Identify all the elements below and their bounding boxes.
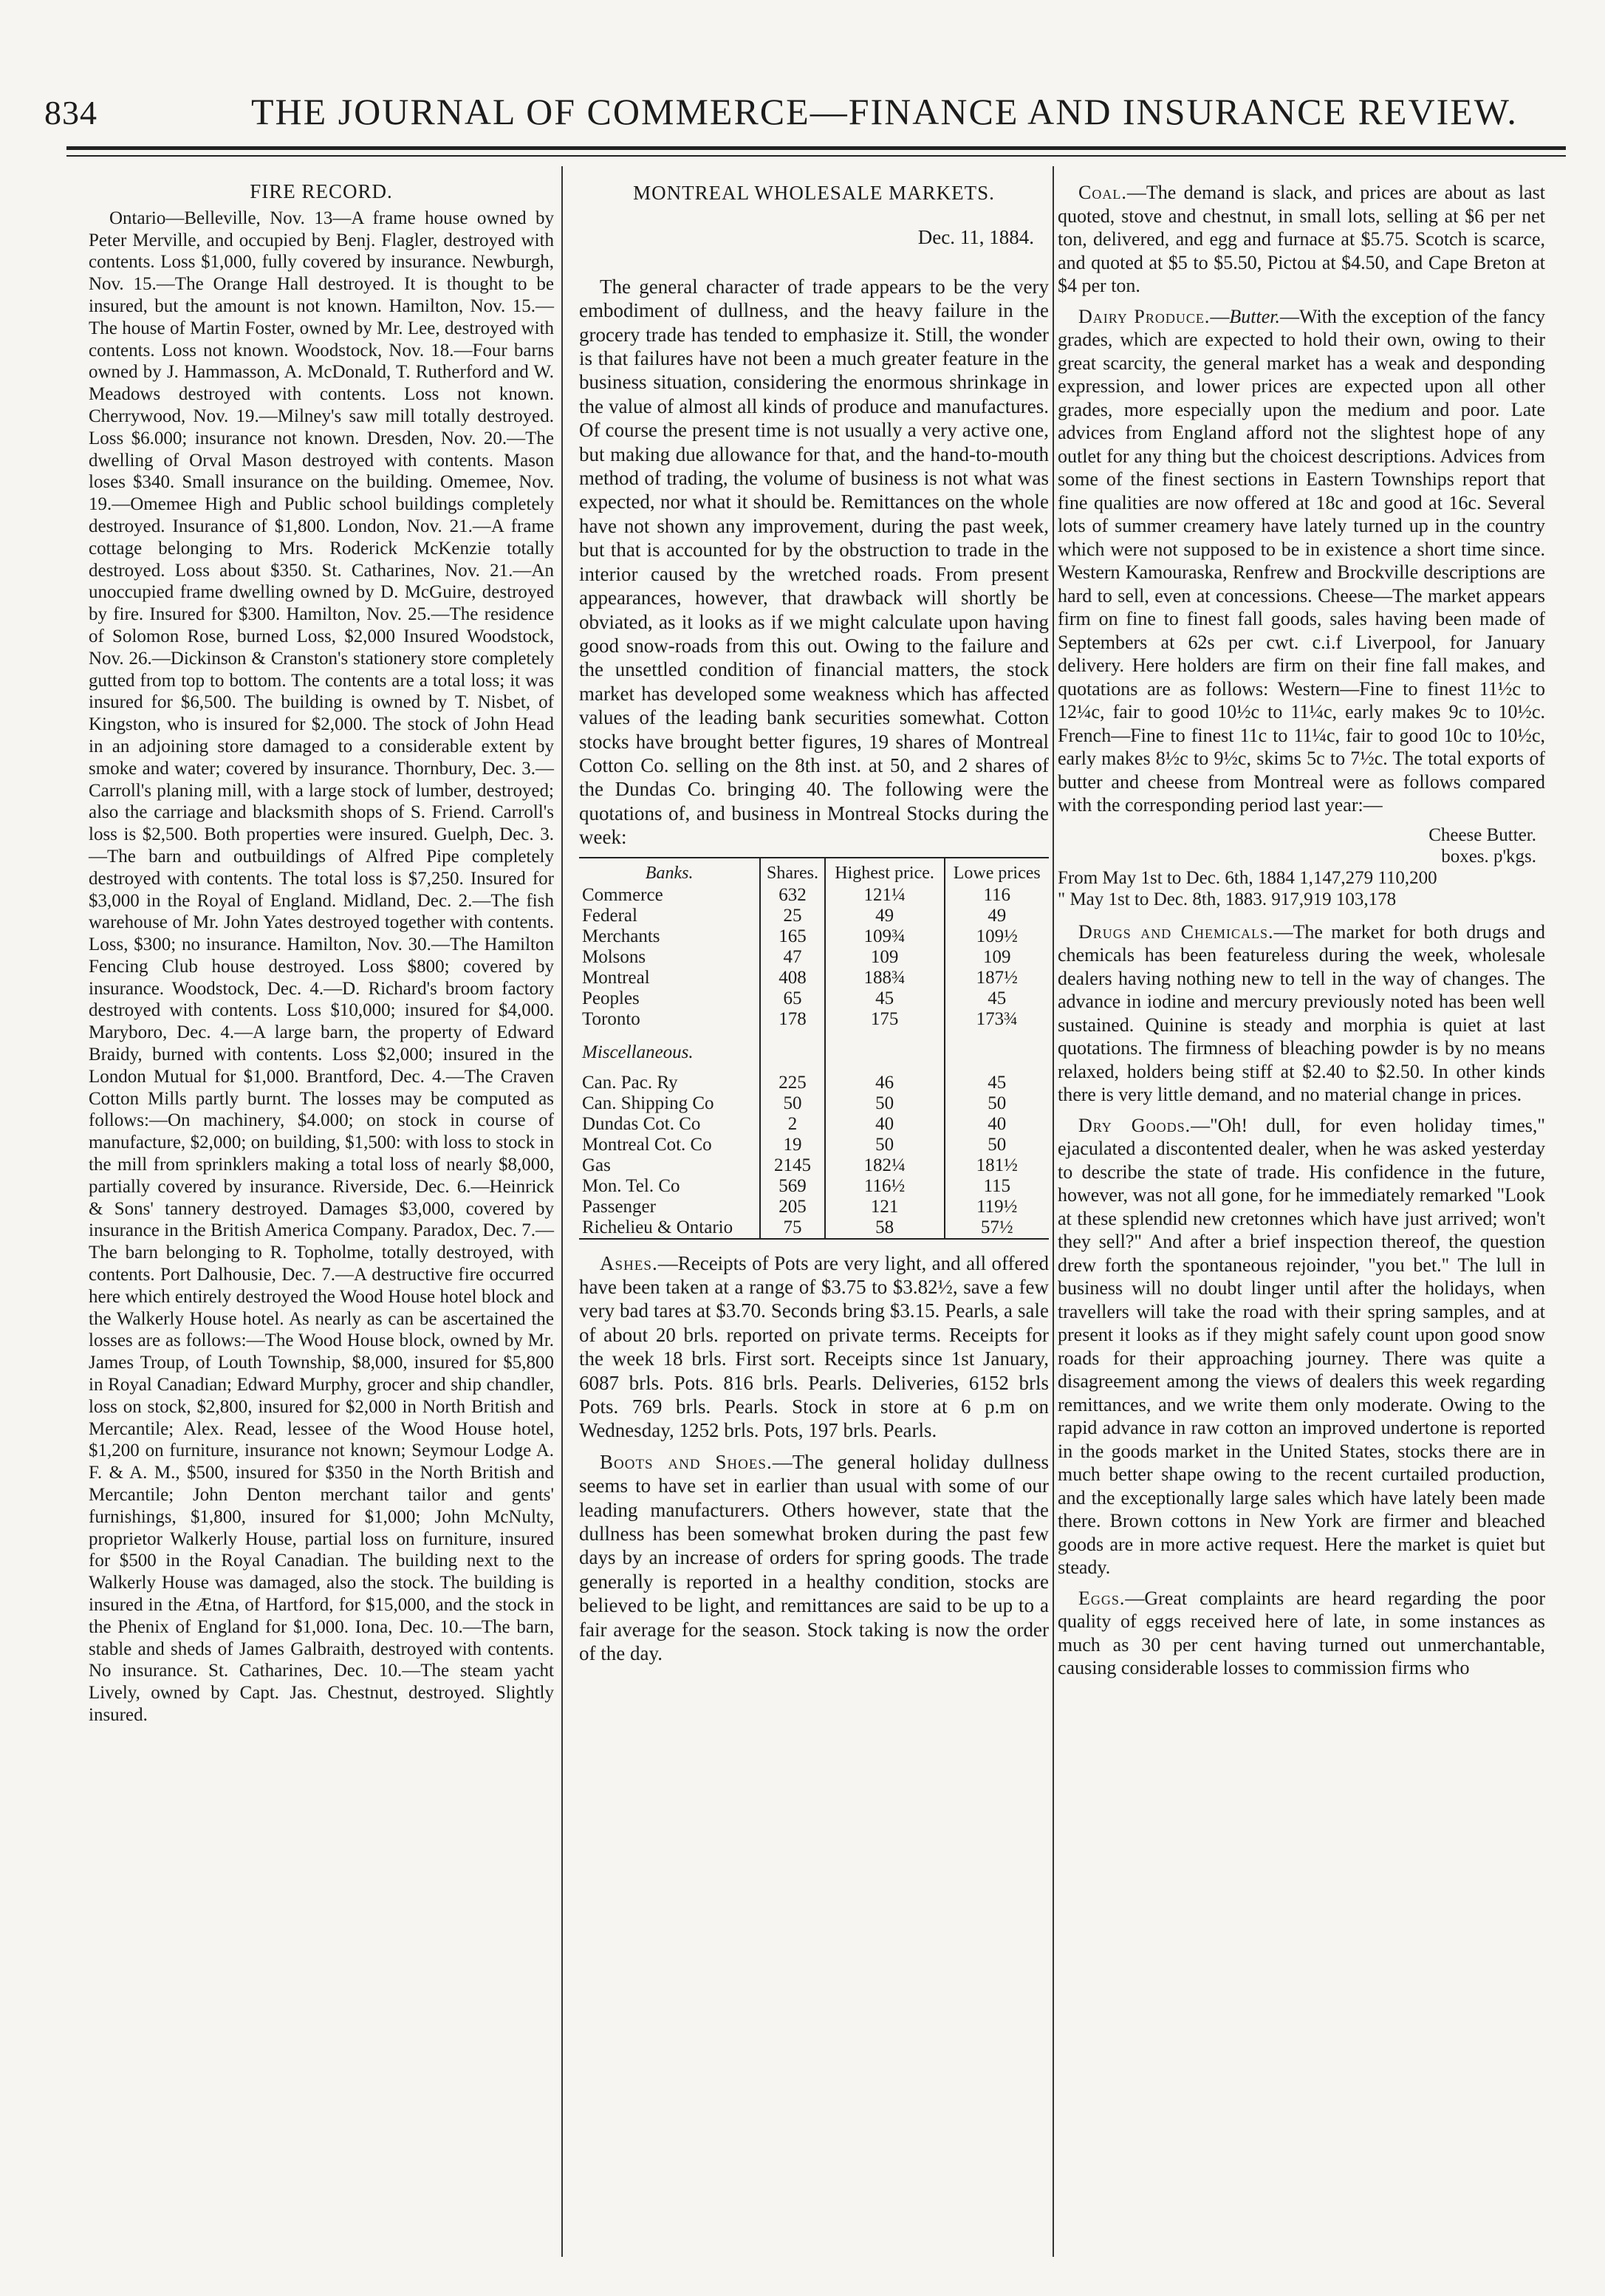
shares-cell: 47 — [760, 947, 824, 968]
page-number: 834 — [44, 94, 97, 131]
stock-quotations-table — [579, 857, 1049, 1240]
boots-label: Boots and Shoes. — [600, 1450, 773, 1473]
highest-price-cell: 116½ — [825, 1176, 945, 1197]
eggs-text: —Great complaints are heard regarding the poor quality of eggs received here of late, in some instances as much as 30 per cent having turned out unmerchantable, causing considerable losses to commission firms who — [1058, 1587, 1545, 1678]
stock-table-row — [579, 885, 1049, 906]
stock-table-row — [579, 1217, 1049, 1239]
shares-cell: 2145 — [760, 1155, 824, 1176]
eggs-paragraph — [1058, 1587, 1545, 1680]
stock-name-cell: Molsons — [582, 946, 646, 967]
stock-name-cell: Richelieu & Ontario — [582, 1217, 733, 1237]
stock-name-cell: Montreal — [582, 967, 650, 988]
coal-text: —The demand is slack, and prices are about as last quoted, stove and chestnut, in small lots, selling at $6 per net ton, delivered, and egg and furnace at $5.75. Scotch is scarce, and quoted at $5 to $5.50, Pictou at $4.50, and Cape Breton at $4 per ton. — [1058, 182, 1545, 296]
lowest-price-cell: 50 — [945, 1093, 1050, 1114]
shares-cell: 632 — [760, 885, 824, 906]
misc-rows — [579, 1073, 1049, 1239]
page-header — [30, 87, 1566, 131]
stock-name-cell: Commerce — [582, 884, 663, 905]
column-divider-left — [561, 166, 563, 2257]
highest-price-cell: 50 — [825, 1135, 945, 1155]
boots-text: —The general holiday dullness seems to have set in earlier than usual with some of our leading manufacturers. Others however, state that the dullness has been somewhat broken during the past few days by an increase of orders for spring goods. The trade generally is reported in a healthy condition, stocks are believed to be light, and remittances are said to be up to a fair average for the season. Stock taking is now the order of the day. — [579, 1450, 1049, 1665]
stock-table-row — [579, 1114, 1049, 1135]
stock-table-row — [579, 1073, 1049, 1093]
banks-header: Banks. — [645, 863, 694, 883]
stock-name-cell: Peoples — [582, 988, 640, 1008]
stock-name-cell: Gas — [582, 1155, 611, 1175]
highest-price-cell: 46 — [825, 1073, 945, 1093]
shares-cell: 569 — [760, 1176, 824, 1197]
stock-table-row — [579, 988, 1049, 1009]
highest-price-cell: 45 — [825, 988, 945, 1009]
shares-cell: 25 — [760, 906, 824, 926]
stock-name-cell: Montreal Cot. Co — [582, 1134, 712, 1155]
stock-name-cell: Mon. Tel. Co — [582, 1175, 680, 1196]
coal-paragraph — [1058, 181, 1545, 298]
markets-heading: MONTREAL WHOLESALE MARKETS. — [633, 182, 995, 204]
highest-price-cell: 58 — [825, 1217, 945, 1239]
misc-section — [579, 1030, 1049, 1073]
lowest-price-cell: 50 — [945, 1135, 1050, 1155]
highest-price-cell: 121 — [825, 1197, 945, 1217]
shares-header: Shares. — [760, 858, 824, 885]
highest-price-cell: 40 — [825, 1114, 945, 1135]
journal-title: THE JOURNAL OF COMMERCE—FINANCE AND INSURANCE REVIEW. — [251, 91, 1518, 132]
lowest-price-cell: 119½ — [945, 1197, 1050, 1217]
stock-name-cell: Can. Shipping Co — [582, 1093, 714, 1113]
highest-price-cell: 50 — [825, 1093, 945, 1114]
stock-name-cell: Passenger — [582, 1196, 656, 1217]
fire-record-column — [89, 181, 554, 1734]
lowest-price-header: Lowe prices — [945, 858, 1050, 885]
lowest-price-cell: 115 — [945, 1176, 1050, 1197]
commodities-column — [1058, 181, 1545, 1687]
ashes-label: Ashes. — [600, 1251, 658, 1274]
stock-table-row — [579, 947, 1049, 968]
shares-cell: 178 — [760, 1009, 824, 1030]
lowest-price-cell: 49 — [945, 906, 1050, 926]
lowest-price-cell: 109½ — [945, 926, 1050, 947]
dairy-label: Dairy Produce. — [1078, 305, 1211, 327]
highest-price-header: Highest price. — [825, 858, 945, 885]
butter-label: Butter. — [1229, 305, 1280, 327]
exports-col-heads: Cheese Butter. — [1428, 824, 1536, 845]
column-divider-right — [1053, 166, 1054, 2257]
stock-name-cell: Federal — [582, 905, 637, 926]
stock-table-row — [579, 1197, 1049, 1217]
dairy-paragraph: Dairy Produce.—Butter.—With the exception of the fancy grades, which are expected to hold their own, owing to their great scarcity, the general market has a weak and desponding expression, and lower prices are expected upon all other grades, more especially upon the medium and poor. Late advices from England afford not the slightest hope of any outlet for any thing but the choicest descriptions. Advices from some of the finest sections in Eastern Townships report that fine qualities are now offered at 18c and good at 16c. Several lots of summer creamery have lately turned up in the country which were not supposed to be in existence a short time since. Western Kamouraska, Renfrew and Brockville descriptions are hard to sell, even at concessions. Cheese—The market appears firm on fine to finest fall goods, sales having been made of Septembers at 62s per cwt. c.i.f Liverpool, for January delivery. Here holders are firm on their fine fall makes, and quotations are as follows: Western—Fine to finest 11½c to 12¼c, fair to good 10½c to 11¼c, early makes 9c to 10½c. French—Fine to finest 11c to 11¼c, fair to good 10c to 10½c, early makes 8½c to 9½c, skims 5c to 7½c. The total exports of butter and cheese from Montreal were as follows compared with the corresponding period last year:— — [1058, 305, 1546, 816]
stock-table-row — [579, 926, 1049, 947]
shares-cell: 50 — [760, 1093, 824, 1114]
markets-dateline: Dec. 11, 1884. — [917, 226, 1034, 249]
highest-price-cell: 49 — [825, 906, 945, 926]
shares-cell: 165 — [760, 926, 824, 947]
shares-cell: 2 — [760, 1114, 824, 1135]
header-rule-thin — [66, 155, 1566, 157]
fire-record-text: Ontario—Belleville, Nov. 13—A frame house owned by Peter Merville, and occupied by Benj. Flagler, destroyed with contents. Loss $1,000, fully covered by insurance. Newburgh, Nov. 15.—The Orange Hall destroyed. It is thought to be insured, but the amount is not known. Hamilton, Nov. 15.—The house of Martin Foster, owned by Mr. Lee, destroyed with contents. Loss not known. Woodstock, Nov. 18.—Four barns owned by J. Hammasson, A. McDonald, T. Rutherford and W. Meadows destroyed with contents. Loss not known. Cherrywood, Nov. 19.—Milney's saw mill totally destroyed. Loss $6.000; insurance not known. Dresden, Nov. 20.—The dwelling of Orval Mason destroyed with contents. Mason loses $340. Small insurance on the building. Omemee, Nov. 19.—Omemee High and Public school buildings completely destroyed. Insurance of $1,800. London, Nov. 21.—A frame cottage belonging to Mrs. Roderick McKenzie totally destroyed. Loss about $350. St. Catharines, Nov. 21.—An unoccupied frame dwelling owned by D. McGuire, destroyed by fire. Insured for $300. Hamilton, Nov. 25.—The residence of Solomon Rose, burned Loss, $2,000 Insured Woodstock, Nov. 26.—Dickinson & Cranston's stationery store completely gutted from top to bottom. The contents are a total loss; it was insured for $6,500. The building is owned by T. Nisbet, of Kingston, who is insured for $2,000. The stock of John Head in an adjoining store damaged to a considerable extent by smoke and water; covered by insurance. Thornbury, Dec. 3.—Carroll's planing mill, with a large stock of lumber, destroyed; also the carriage and blacksmith shops of S. Friend. Carroll's loss is $2,500. Both properties were insured. Guelph, Dec. 3.—The barn and outbuildings of Alfred Pipe completely destroyed with contents. The total loss is $7,250. Insured for $3,000 in the Royal of England. Midland, Dec. 2.—The fish warehouse of Mr. John Yates destroyed together with contents. Loss, $300; no insurance. Hamilton, Nov. 30.—The Hamilton Fencing Club house destroyed. Loss $800; covered by insurance. Woodstock, Dec. 4.—D. Richard's broom factory destroyed with contents. Loss $10,000; insured for $4,000. Maryboro, Dec. 4.—A large barn, the property of Edward Braidy, burned with contents. Loss $2,000; insured in the London Mutual for $1,000. Brantford, Dec. 4.—The Craven Cotton Mills partly burnt. The losses may be computed as follows:—On machinery, $4.000; on stock in course of manufacture, $2,000; on building, $1,500: with loss to stock in the mill from sprinklers making a total loss of nearly $8,000, partially covered by insurance. Riverside, Dec. 6.—Heinrick & Sons' tannery destroyed. Damages $3,000, covered by insurance in the British America Company. Paradox, Dec. 7.—The barn belonging to R. Topholme, totally destroyed, with contents. Port Dalhousie, Dec. 7.—A destructive fire occurred here which entirely destroyed the Wood House hotel block and the Walkerly House hotel. As nearly as can be ascertained the losses are as follows:—The Wood House block, owned by Mr. James Troup, of Louth Township, $8,000, insured for $5,800 in Royal Canadian; Edward Murphy, grocer and ship chandler, loss on stock, $2,800, insured for $2,000 in North British and Mercantile; Alex. Read, lessee of the Wood House hotel, $1,200 on furniture, insurance not known; Seymour Lodge A. F. & A. M., $500, insured for $350 in the North British and Mercantile; John Denton merchant tailor and gents' furnishings, $1,800, insured for $1,000; John McNulty, proprietor Walkerly House, partial loss on furniture, insured for $500 in the Royal Canadian. The building next to the Walkerly House was damaged, also the stock. The building is insured in the Ætna, of Hartford, for $15,000, and the stock in the Phenix of England for $1,000. Iona, Dec. 10.—The barn, stable and sheds of James Galbraith, destroyed with contents. No insurance. St. Catharines, Dec. 10.—The steam yacht Lively, owned by Capt. Jas. Chestnut, destroyed. Slightly insured. — [89, 208, 554, 1725]
highest-price-cell: 175 — [825, 1009, 945, 1030]
dry-goods-text: —"Oh! dull, for even holiday times," ejaculated a discontented dealer, when he was asked yesterday to describe the state of trade. His confidence in the future, however, was not all gone, for he immediately remarked "Look at these splendid new cretonnes which have just arrived; won't they sell?" And after a brief inspection thereof, the question drew forth the spontaneous rejoinder, "you bet." The lull in business will no doubt linger until after the holidays, when travellers will take the road with their spring samples, and at present it looks as if they might safely count upon good snow roads for their approaching journey. There was quite a disagreement among the views of dealers this week regarding remittances, and we write them only moderate. Owing to the rapid advance in raw cotton an improved undertone is reported in the goods market in the United States, stocks there are in much better shape owing to the recent curtailed production, and the exceptionally large sales which have lately been made there. Brown cottons in New York are firmer and bleached goods are in more active request. Here the market is quiet but steady. — [1058, 1114, 1545, 1578]
ashes-paragraph — [579, 1251, 1049, 1443]
drugs-label: Drugs and Chemicals. — [1078, 920, 1274, 943]
markets-intro: The general character of trade appears to be the very embodiment of dullness, and the heavy failure in the grocery trade has tended to emphasize it. Still, the wonder is that failures have not been a much greater feature in the business situation, considering the enormous shrinkage in the value of almost all kinds of produce and manufactures. Of course the present time is not usually a very active one, but making due allowance for that, and the hand-to-mouth method of trading, the volume of business is not what was expected, nor what it should be. Remittances on the whole have not shown any improvement, during the past week, but that is accounted for by the obstruction to trade in the interior caused by the wretched roads. From present appearances, however, that drawback will shortly be obviated, as it looks as if we might calculate upon having good snow-roads from this out. Owing to the failure and the unsettled condition of financial matters, the stock market has developed some weakness which has affected values of the leading bank securities somewhat. Cotton stocks have brought better figures, 19 shares of Montreal Cotton Co. selling on the 8th inst. at 50, and 2 shares of the Dundas Co. bringing 40. The following were the quotations of, and business in Montreal Stocks during the week: — [579, 275, 1049, 849]
exports-table — [1058, 824, 1545, 910]
exports-col-units: boxes. p'kgs. — [1441, 846, 1536, 867]
shares-cell: 408 — [760, 968, 824, 988]
misc-section-row — [579, 1030, 1049, 1073]
exports-row-1884: From May 1st to Dec. 6th, 1884 1,147,279 110,200 — [1058, 867, 1437, 888]
stock-name-cell: Merchants — [582, 926, 660, 946]
stock-table-row — [579, 1093, 1049, 1114]
header-rule-thick — [66, 146, 1566, 150]
stock-name-cell: Toronto — [582, 1008, 640, 1029]
stock-table-row — [579, 1155, 1049, 1176]
lowest-price-cell: 45 — [945, 1073, 1050, 1093]
stock-name-cell: Dundas Cot. Co — [582, 1113, 701, 1134]
lowest-price-cell: 173¾ — [945, 1009, 1050, 1030]
exports-row-1883: " May 1st to Dec. 8th, 1883. 917,919 103,178 — [1058, 889, 1397, 909]
stock-table-row — [579, 1176, 1049, 1197]
dry-goods-paragraph — [1058, 1114, 1545, 1579]
eggs-label: Eggs. — [1078, 1587, 1126, 1609]
stock-table-header-row — [579, 858, 1049, 885]
lowest-price-cell: 187½ — [945, 968, 1050, 988]
lowest-price-cell: 109 — [945, 947, 1050, 968]
highest-price-cell: 109¾ — [825, 926, 945, 947]
coal-label: Coal. — [1078, 182, 1127, 203]
dry-goods-label: Dry Goods. — [1078, 1114, 1191, 1136]
drugs-paragraph — [1058, 920, 1545, 1107]
fire-record-heading: FIRE RECORD. — [250, 180, 393, 202]
misc-section-label: Miscellaneous. — [582, 1042, 694, 1062]
drugs-text: —The market for both drugs and chemicals has been featureless during the week, wholesale dealers having nothing new to tell in the way of changes. The advance in iodine and mercury previously noted has been well sustained. Quinine is steady and morphia is quiet at last quotations. The firmness of bleaching powder is by no means relaxed, holders being stiff at $2.40 to $2.50. In other kinds there is very little demand, and no material change in prices. — [1058, 920, 1545, 1105]
shares-cell: 225 — [760, 1073, 824, 1093]
shares-cell: 75 — [760, 1217, 824, 1239]
markets-column — [579, 181, 1049, 1673]
banks-rows — [579, 885, 1049, 1030]
ashes-text: —Receipts of Pots are very light, and all offered have been taken at a range of $3.75 to $3.82½, save a few very bad tares at $3.70. Seconds bring $3.15. Pearls, a sale of about 20 brls. reported on private terms. Receipts for the week 18 brls. First sort. Receipts since 1st January, 6087 brls. Pots. 816 brls. Pearls. Deliveries, 6152 brls Pots. 769 brls. Pearls. Stock in store at 6 p.m on Wednesday, 1252 brls. Pots, 197 brls. Pearls. — [579, 1251, 1049, 1442]
stock-name-cell: Can. Pac. Ry — [582, 1072, 678, 1093]
lowest-price-cell: 57½ — [945, 1217, 1050, 1239]
lowest-price-cell: 40 — [945, 1114, 1050, 1135]
stock-table-row — [579, 1135, 1049, 1155]
shares-cell: 205 — [760, 1197, 824, 1217]
highest-price-cell: 121¼ — [825, 885, 945, 906]
highest-price-cell: 182¼ — [825, 1155, 945, 1176]
shares-cell: 19 — [760, 1135, 824, 1155]
lowest-price-cell: 181½ — [945, 1155, 1050, 1176]
stock-table-row — [579, 968, 1049, 988]
lowest-price-cell: 45 — [945, 988, 1050, 1009]
boots-paragraph — [579, 1450, 1049, 1666]
dairy-text: —With the exception of the fancy grades, which are expected to hold their own, owing to their great scarcity, the general market has a weak and desponding expression, and lower prices are expected upon all other grades, more especially upon the medium and poor. Late advices from England afford not the slightest hope of any outlet for any thing but the choicest descriptions. Advices from some of the finest sections in Eastern Townships report that fine qualities are now offered at 18c and good at 16c. Several lots of summer creamery have lately turned up in the country which were not supposed to be in existence a short time since. Western Kamouraska, Renfrew and Brockville descriptions are hard to sell, even at concessions. Cheese—The market appears firm on fine to finest fall goods, sales having been made of Septembers at 62s per cwt. c.i.f Liverpool, for January delivery. Here holders are firm on their fine fall makes, and quotations are as follows: Western—Fine to finest 11½c to 12¼c, fair to good 10½c to 11¼c, early makes 9c to 10½c. French—Fine to finest 11c to 11¼c, fair to good 10c to 10½c, early makes 8½c to 9½c, skims 5c to 7½c. The total exports of butter and cheese from Montreal were as follows compared with the corresponding period last year:— — [1058, 305, 1546, 816]
highest-price-cell: 188¾ — [825, 968, 945, 988]
stock-table-row — [579, 906, 1049, 926]
lowest-price-cell: 116 — [945, 885, 1050, 906]
shares-cell: 65 — [760, 988, 824, 1009]
stock-table-row — [579, 1009, 1049, 1030]
highest-price-cell: 109 — [825, 947, 945, 968]
